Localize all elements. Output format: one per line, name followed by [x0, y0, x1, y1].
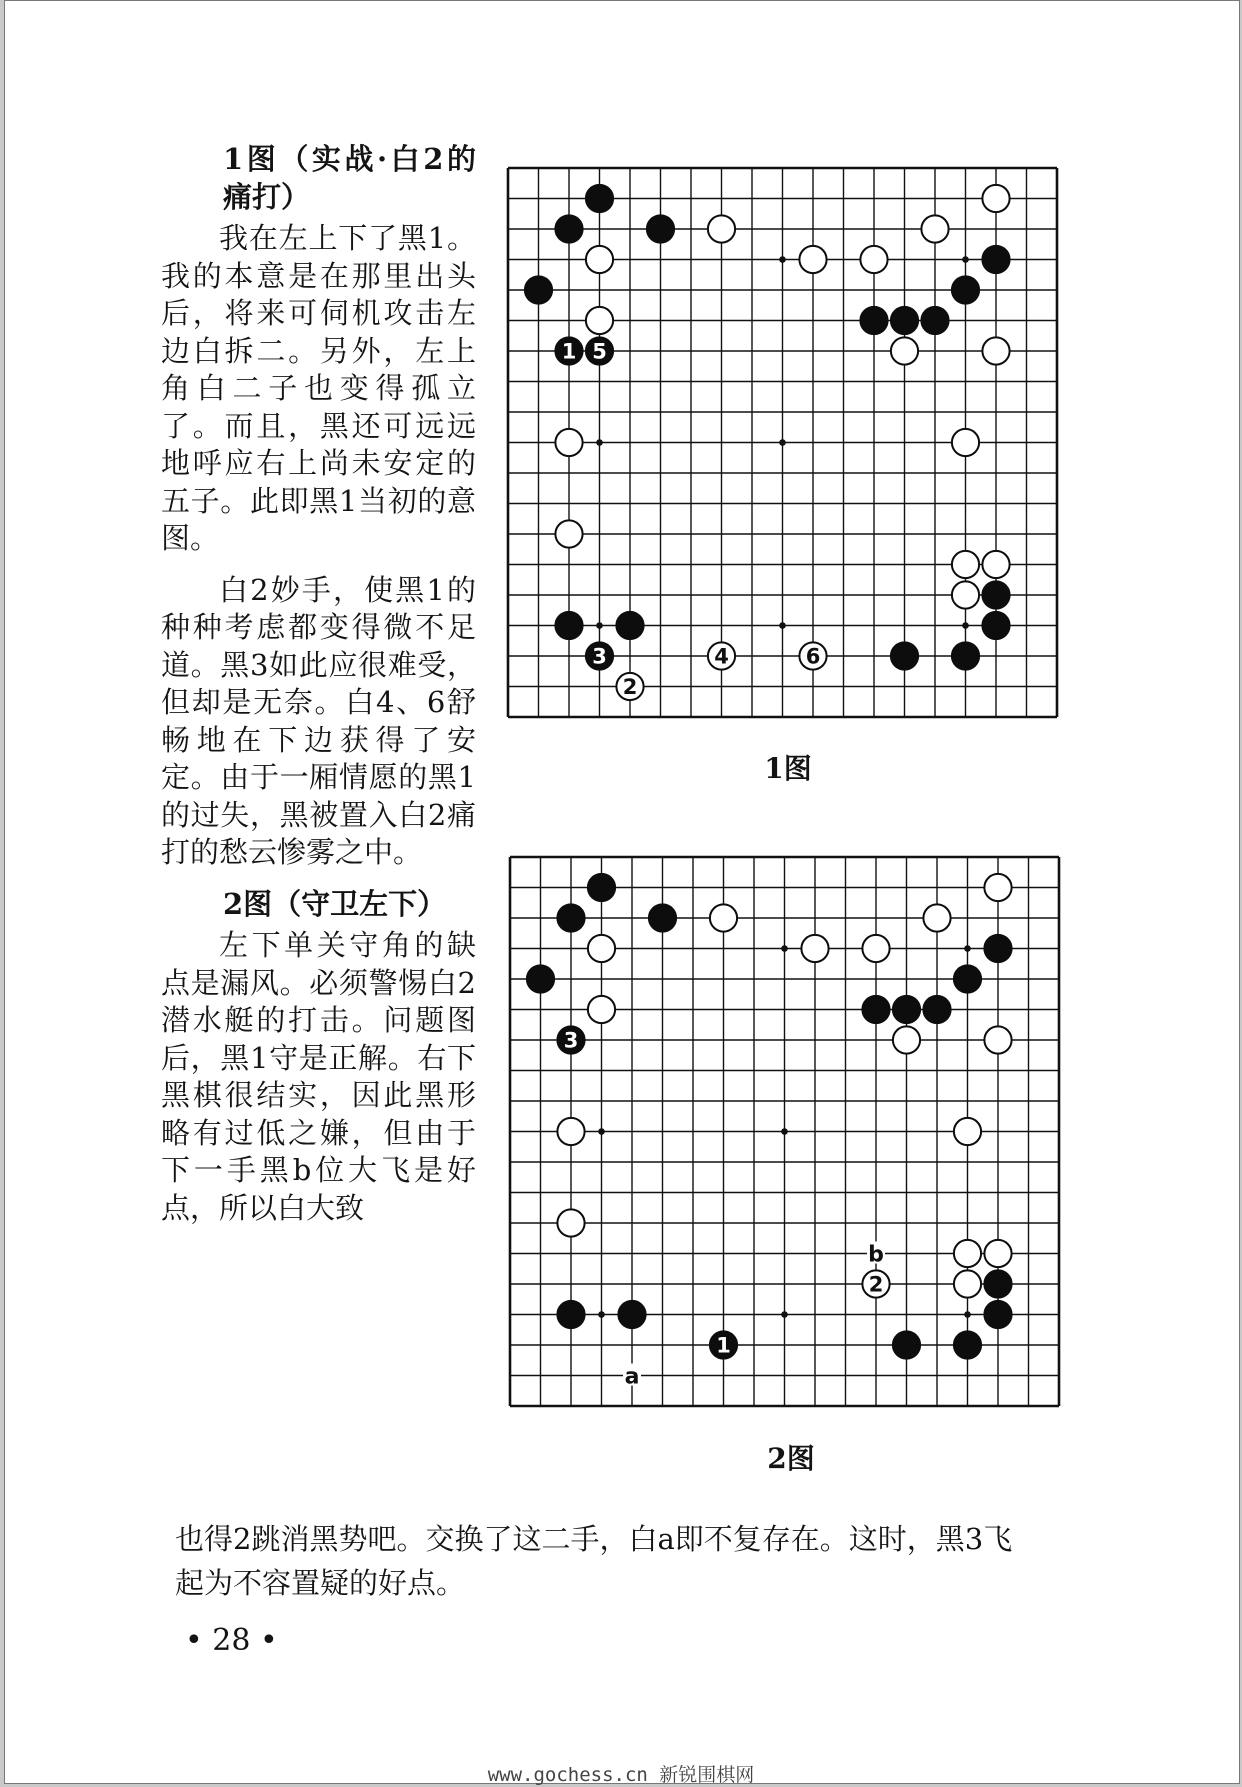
- white-stone: [984, 874, 1011, 901]
- black-stone: [862, 996, 889, 1023]
- black-stone: [618, 1301, 645, 1328]
- black-stone: [952, 276, 979, 303]
- white-stone: [586, 307, 613, 334]
- black-stone: [891, 642, 918, 669]
- black-stone: [921, 307, 948, 334]
- white-stone: [860, 246, 887, 273]
- white-stone: [982, 185, 1009, 212]
- board-grid: [510, 857, 1059, 1406]
- black-stone: [586, 185, 613, 212]
- white-stone: [952, 551, 979, 578]
- white-stone: [982, 337, 1009, 364]
- book-page: [4, 0, 1240, 1784]
- black-stone: [954, 1331, 981, 1358]
- black-stone: [923, 996, 950, 1023]
- black-stone: [525, 276, 552, 303]
- star-point: [779, 439, 786, 446]
- white-stone: [952, 581, 979, 608]
- black-stone: [527, 965, 554, 992]
- board-grid: [508, 168, 1057, 717]
- board-mark-a: a: [624, 1364, 640, 1390]
- star-point: [779, 256, 786, 263]
- star-point: [781, 1311, 788, 1318]
- move-number-label: 6: [805, 644, 821, 669]
- black-stone: [557, 1301, 584, 1328]
- white-stone: [984, 1240, 1011, 1267]
- star-point: [962, 622, 969, 629]
- star-point: [596, 439, 603, 446]
- black-stone: [555, 215, 582, 242]
- move-number-label: 2: [622, 675, 638, 699]
- white-stone: [982, 551, 1009, 578]
- move-number-label: 1: [716, 1333, 731, 1358]
- black-stone: [616, 612, 643, 639]
- go-board-svg: [509, 856, 1060, 1407]
- white-stone: [921, 215, 948, 242]
- star-point: [781, 1128, 788, 1135]
- black-stone: [893, 1331, 920, 1358]
- white-stone: [557, 1118, 584, 1145]
- move-number-label: 4: [714, 644, 729, 669]
- star-point: [598, 1311, 605, 1318]
- board-mark-b: b: [868, 1242, 884, 1268]
- commentary-paragraph: 左下单关守角的缺点是漏风。必须警惕白2潜水艇的打击。问题图后，黑1守是正解。右下黑棋很结实，因此黑形略有过低之嫌，但由于下一手黑b位大飞是好点，所以白大致: [161, 928, 476, 1225]
- star-point: [964, 945, 971, 952]
- figure-heading: 2图（守卫左下）: [223, 886, 447, 921]
- star-point: [781, 945, 788, 952]
- star-point: [962, 256, 969, 263]
- white-stone: [923, 904, 950, 931]
- black-stone: [555, 612, 582, 639]
- go-board-figure-1: [507, 167, 1058, 718]
- white-stone: [954, 1118, 981, 1145]
- black-stone: [557, 904, 584, 931]
- black-stone: [984, 1270, 1011, 1297]
- white-stone: [893, 1026, 920, 1053]
- black-stone: [982, 612, 1009, 639]
- white-stone: [801, 935, 828, 962]
- move-number-label: 1: [561, 339, 577, 364]
- white-stone: [555, 520, 582, 547]
- black-stone: [649, 904, 676, 931]
- star-point: [596, 622, 603, 629]
- white-stone: [891, 337, 918, 364]
- full-width-line-2: 起为不容置疑的好点。: [175, 1566, 466, 1600]
- move-number-label: 3: [563, 1028, 579, 1053]
- black-stone: [982, 581, 1009, 608]
- page-number: • 28 •: [185, 1623, 278, 1658]
- white-stone: [954, 1270, 981, 1297]
- black-stone: [952, 642, 979, 669]
- full-width-line-1: 也得2跳消黑势吧。交换了这二手，白a即不复存在。这时，黑3飞: [175, 1522, 1013, 1556]
- white-stone: [588, 996, 615, 1023]
- move-number-label: 2: [868, 1272, 884, 1297]
- white-stone: [952, 429, 979, 456]
- white-stone: [984, 1026, 1011, 1053]
- black-stone: [647, 215, 674, 242]
- white-stone: [586, 246, 613, 273]
- star-point: [779, 622, 786, 629]
- white-stone: [710, 904, 737, 931]
- white-stone: [708, 215, 735, 242]
- figure-2-caption: 2图: [767, 1442, 815, 1475]
- white-stone: [555, 429, 582, 456]
- black-stone: [984, 1301, 1011, 1328]
- commentary-paragraph: 白2妙手，使黑1的种种考虑都变得微不足道。黑3如此应很难受，但却是无奈。白4、6舒畅地在下边获得了安定。由于一厢情愿的黑1的过失，黑被置入白2痛打的愁云惨雾之中。: [161, 572, 476, 869]
- star-point: [964, 1311, 971, 1318]
- white-stone: [557, 1209, 584, 1236]
- black-stone: [984, 935, 1011, 962]
- white-stone: [588, 935, 615, 962]
- move-number-label: 5: [592, 339, 607, 364]
- black-stone: [893, 996, 920, 1023]
- figure-1-caption: 1图: [764, 752, 812, 785]
- black-stone: [588, 874, 615, 901]
- black-stone: [954, 965, 981, 992]
- go-board-figure-2: [509, 856, 1060, 1407]
- move-number-label: 3: [592, 644, 607, 669]
- white-stone: [954, 1240, 981, 1267]
- commentary-paragraph: 我在左上下了黑1。我的本意是在那里出头后，将来可伺机攻击左边白拆二。另外，左上角白二子也变得孤立了。而且，黑还可远远地呼应右上尚未安定的五子。此即黑1当初的意图。: [161, 221, 476, 555]
- white-stone: [799, 246, 826, 273]
- black-stone: [891, 307, 918, 334]
- go-board-svg: [507, 167, 1058, 718]
- white-stone: [862, 935, 889, 962]
- star-point: [598, 1128, 605, 1135]
- figure-heading: 1图（实战·白2的痛打）: [223, 142, 476, 214]
- black-stone: [860, 307, 887, 334]
- black-stone: [982, 246, 1009, 273]
- site-watermark: www.gochess.cn 新锐围棋网: [487, 1764, 755, 1786]
- text-column: [161, 141, 476, 1227]
